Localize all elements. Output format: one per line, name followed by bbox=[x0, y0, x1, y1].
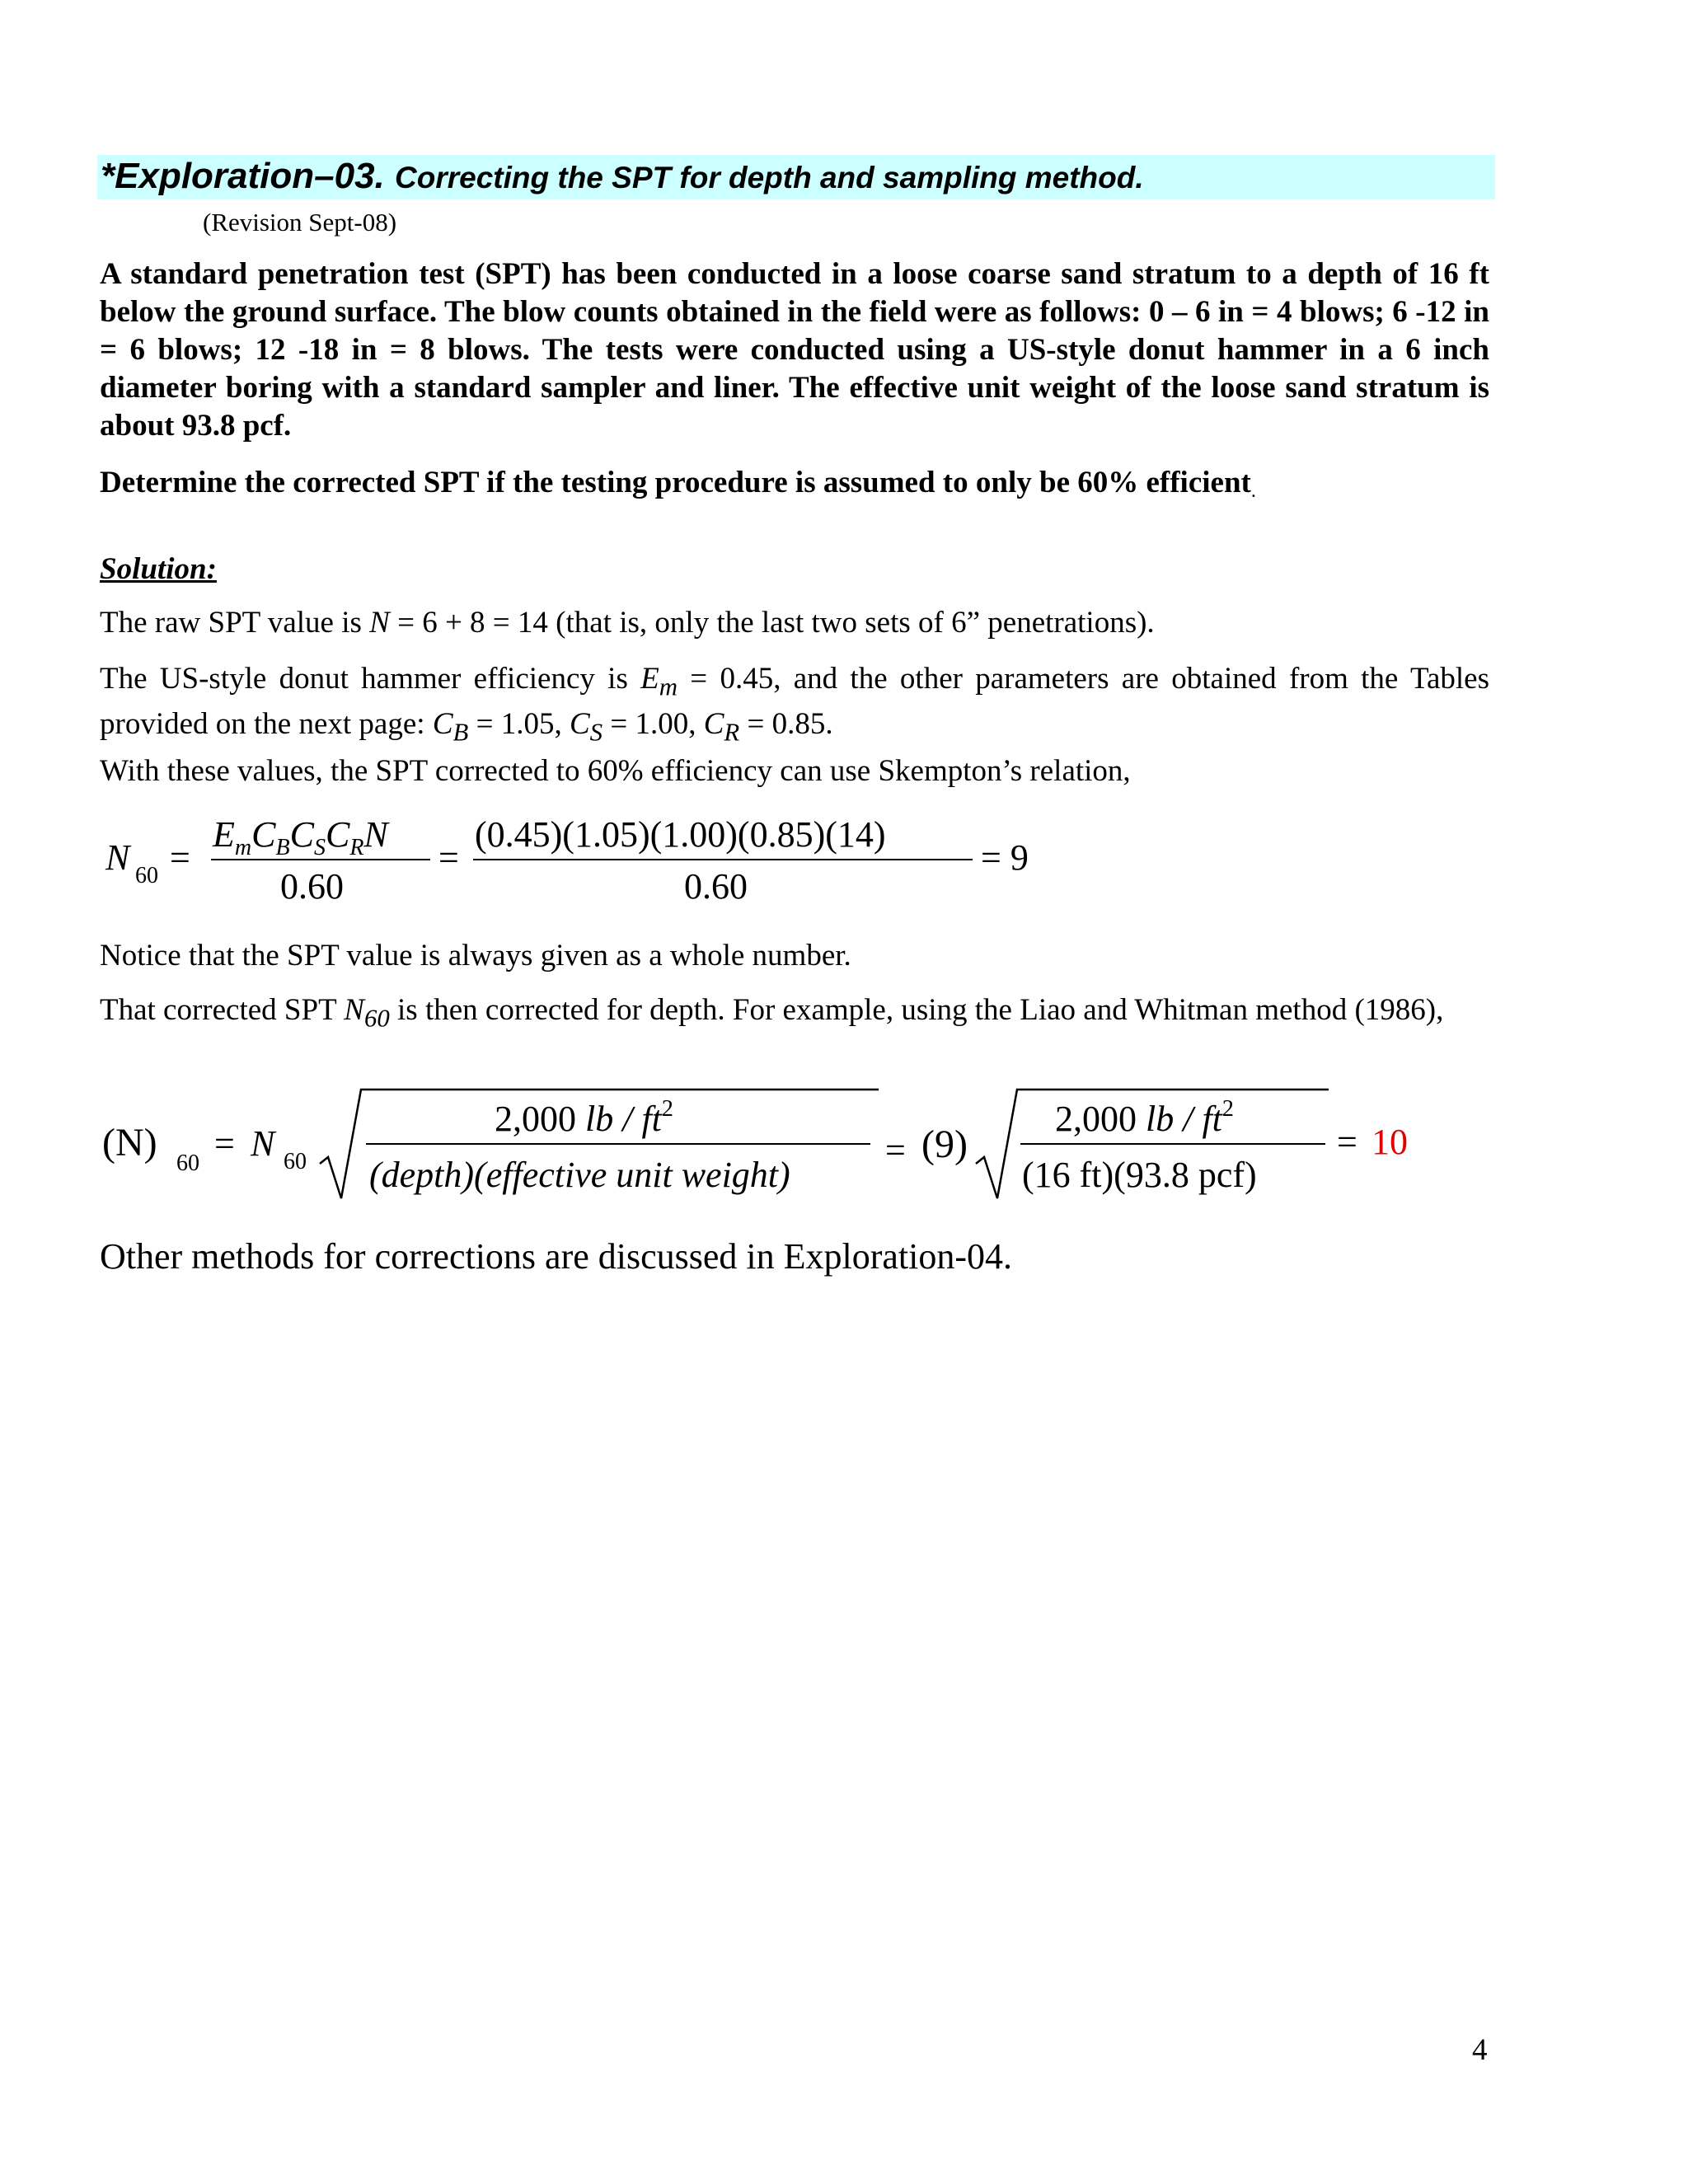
eq1-cb-sub: B bbox=[275, 835, 290, 860]
eq2-num2-unit: lb / ft bbox=[1146, 1099, 1222, 1139]
eq1-numerator-symbolic bbox=[212, 814, 390, 860]
eq1-denominator-1: 0.60 bbox=[280, 866, 344, 907]
page-title bbox=[101, 153, 1144, 201]
eq1-lhs-n: N bbox=[106, 837, 130, 878]
eq2-num1 bbox=[495, 1096, 673, 1139]
depth-n-symbol: N bbox=[344, 993, 364, 1027]
depth-text-1: That corrected SPT bbox=[100, 993, 345, 1027]
hammer-text-5: = 0.85. bbox=[739, 707, 833, 742]
eq2-num2-sup: 2 bbox=[1221, 1096, 1234, 1122]
eq1-lhs-sub: 60 bbox=[135, 863, 158, 888]
eq2-result: 10 bbox=[1372, 1122, 1408, 1162]
eq1-em-sub: m bbox=[234, 835, 252, 860]
eq1-cs-sub: S bbox=[313, 835, 326, 860]
eq1-cs: C bbox=[289, 814, 314, 855]
raw-spt-paragraph bbox=[100, 604, 1489, 642]
skempton-paragraph: With these values, the SPT corrected to 60% efficiency can use Skempton’s relation, bbox=[100, 754, 1131, 788]
eq2-num2-value: 2,000 bbox=[1055, 1099, 1137, 1139]
hammer-text-4: = 1.00, bbox=[603, 707, 704, 742]
eq2-den2: (16 ft)(93.8 pcf) bbox=[1022, 1155, 1257, 1195]
hammer-text-2: = 0.45, and the other parameters are obtained from the Tables provided on the next page: bbox=[100, 662, 1490, 742]
depth-text-2: is then corrected for depth. For example, using the Liao and Whitman method (1986), bbox=[389, 993, 1444, 1027]
eq2-lhs-sub: 60 bbox=[176, 1151, 199, 1176]
eq2-equals-2: = bbox=[885, 1130, 906, 1170]
eq1-cb: C bbox=[251, 814, 276, 855]
eq1-cr-sub: R bbox=[349, 835, 364, 860]
eq2-num1-sup: 2 bbox=[661, 1096, 673, 1122]
eq1-equals-1: = bbox=[170, 837, 190, 878]
hammer-efficiency-paragraph bbox=[100, 660, 1489, 752]
eq2-equals-1: = bbox=[214, 1123, 235, 1164]
raw-spt-variable: N bbox=[369, 606, 390, 640]
liao-whitman-equation bbox=[97, 1081, 1449, 1213]
skempton-equation bbox=[97, 812, 1086, 919]
question-text: Determine the corrected SPT if the testing procedure is assumed to only be 60% efficient bbox=[100, 466, 1251, 499]
cs-symbol: C bbox=[569, 707, 590, 742]
em-subscript: m bbox=[659, 673, 678, 701]
eq2-lhs bbox=[102, 1121, 157, 1165]
eq2-num1-unit: lb / ft bbox=[585, 1099, 662, 1139]
raw-spt-text-2: = 6 + 8 = 14 (that is, only the last two sets of 6” penetrations). bbox=[389, 606, 1155, 640]
cr-symbol: C bbox=[703, 707, 724, 742]
em-symbol: E bbox=[640, 662, 659, 696]
question-period: . bbox=[1250, 480, 1256, 502]
eq2-n60-sub: 60 bbox=[284, 1149, 307, 1174]
eq2-equals-3: = bbox=[1337, 1122, 1357, 1162]
eq1-denominator-2: 0.60 bbox=[684, 866, 748, 907]
notice-paragraph: Notice that the SPT value is always given as a whole number. bbox=[100, 939, 851, 972]
problem-statement: A standard penetration test (SPT) has been conducted in a loose coarse sand stratum to a depth of 16 ft below the ground surface. The blow counts obtained in the field were as follows: 0 – 6 in = 4 blows; 6 -12 in = 6 blows; 12 -18 in = 8 blows. The tests were conducted using a US-style donut hammer in a 6 inch diameter boring with a standard sampler and liner. The effective unit weight of the loose sand stratum is about 93.8 pcf. bbox=[100, 257, 1489, 443]
eq1-em: E bbox=[213, 814, 235, 855]
eq2-n60: N bbox=[251, 1123, 275, 1164]
eq2-den1: (depth)(effective unit weight) bbox=[369, 1155, 790, 1195]
eq1-cr: C bbox=[325, 814, 350, 855]
eq2-num2 bbox=[1055, 1096, 1234, 1139]
cs-subscript: S bbox=[589, 718, 603, 747]
solution-heading: Solution: bbox=[100, 552, 217, 586]
eq1-numerator-numeric: (0.45)(1.05)(1.00)(0.85)(14) bbox=[475, 814, 886, 855]
eq1-result: = 9 bbox=[981, 837, 1029, 878]
depth-n-subscript: 60 bbox=[363, 1004, 390, 1033]
page-number: 4 bbox=[1472, 2033, 1488, 2067]
problem-question bbox=[100, 464, 1501, 510]
eq2-multiplier: (9) bbox=[921, 1122, 968, 1166]
other-methods-note: Other methods for corrections are discussed in Exploration-04. bbox=[100, 1236, 1013, 1277]
cb-subscript: B bbox=[452, 718, 469, 747]
raw-spt-text-1: The raw SPT value is bbox=[100, 606, 370, 640]
eq2-lhs-text: (N) bbox=[102, 1121, 157, 1165]
hammer-text-3: = 1.05, bbox=[468, 707, 570, 742]
eq1-equals-2: = bbox=[438, 837, 459, 878]
title-subtitle: Correcting the SPT for depth and sampling method. bbox=[395, 161, 1144, 194]
eq1-n: N bbox=[363, 814, 388, 855]
depth-correction-paragraph bbox=[100, 991, 1489, 1037]
hammer-text-1: The US-style donut hammer efficiency is bbox=[100, 662, 641, 696]
eq2-num1-value: 2,000 bbox=[495, 1099, 576, 1139]
cr-subscript: R bbox=[724, 718, 740, 747]
revision-note: (Revision Sept-08) bbox=[203, 208, 397, 237]
title-label: *Exploration–03. bbox=[101, 156, 385, 196]
cb-symbol: C bbox=[432, 707, 453, 742]
